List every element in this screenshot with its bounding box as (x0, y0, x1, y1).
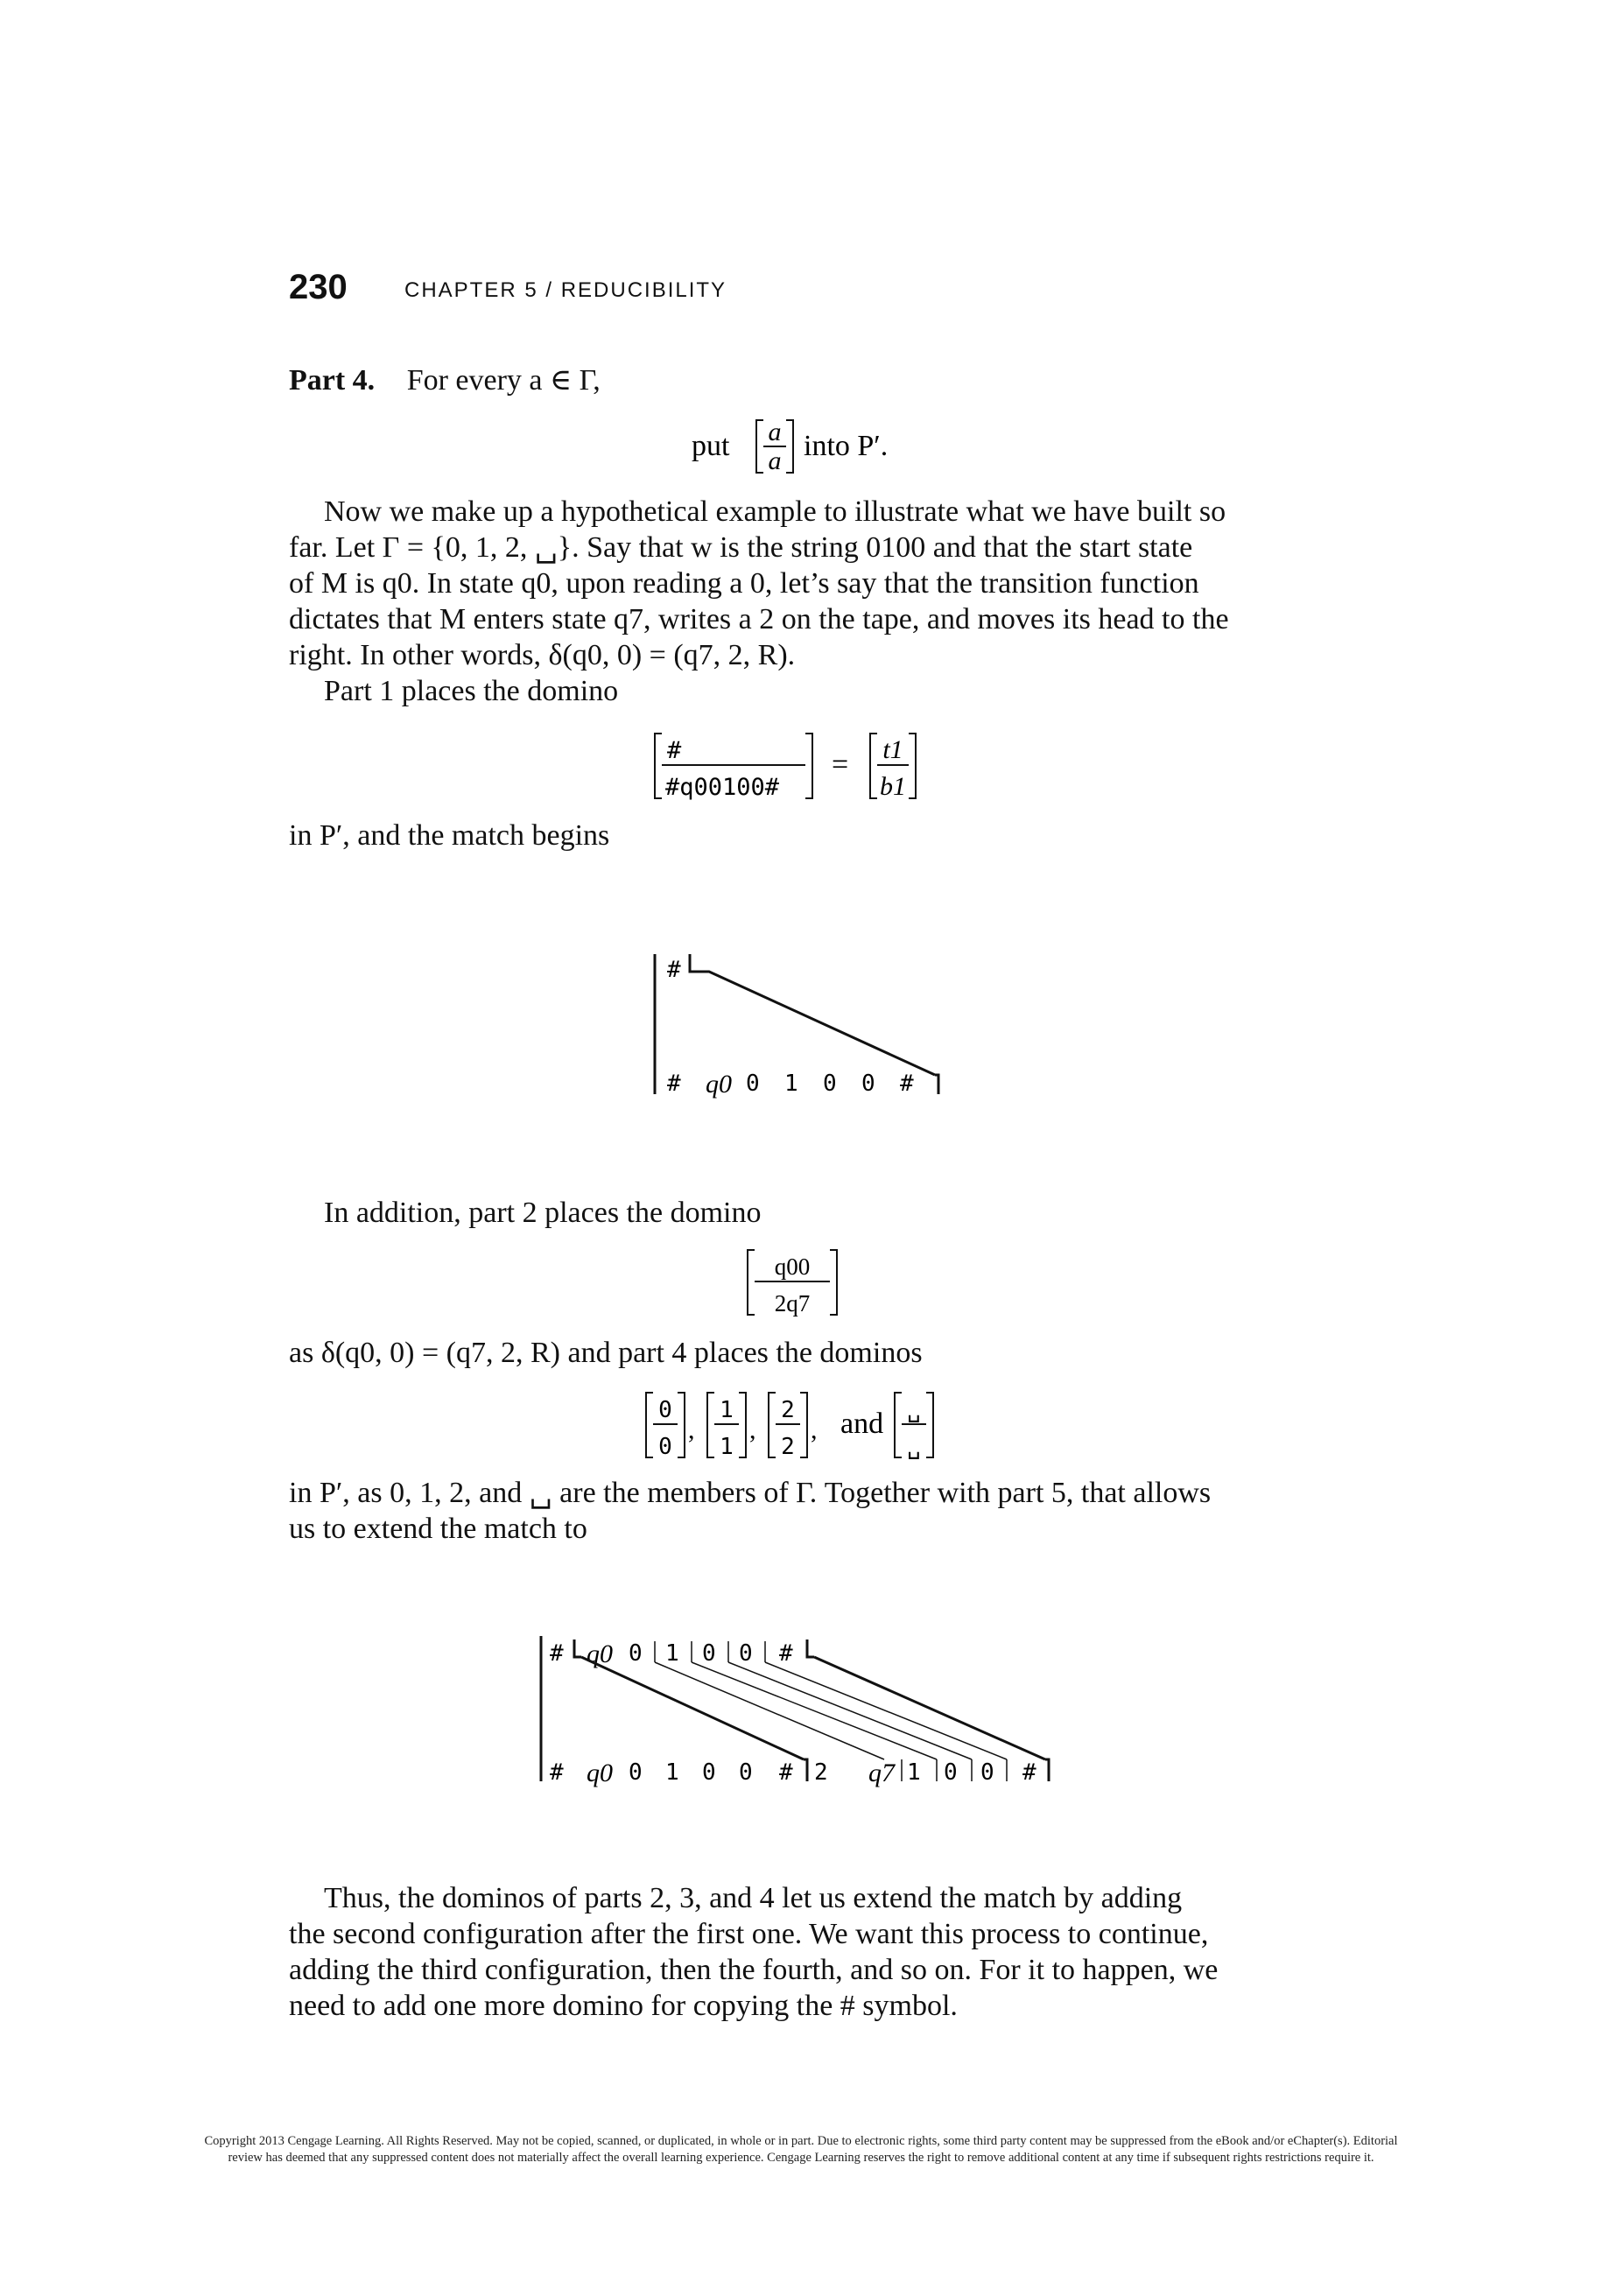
paragraph-members (289, 1475, 1304, 1547)
domino-start-top: # (667, 737, 682, 764)
paragraph-example (289, 494, 1304, 709)
svg-text:0: 0 (658, 1397, 672, 1423)
para1-line-3: of M is q0. In state q0, upon reading a 0, let’s say that the transition function (289, 567, 1199, 600)
svg-text:0: 0 (702, 1640, 716, 1667)
svg-text:0: 0 (629, 1640, 643, 1667)
rule-bottom: a (768, 446, 782, 475)
part4-text: For every a ∈ Γ, (406, 364, 601, 397)
svg-text:0: 0 (980, 1759, 994, 1786)
svg-text:2: 2 (781, 1397, 795, 1423)
para3-line-2: the second configuration after the first one. We want this process to continue, (289, 1918, 1209, 1950)
para3-line-1: Thus, the dominos of parts 2, 3, and 4 let us extend the match by adding (324, 1882, 1183, 1914)
svg-text:#: # (667, 1071, 681, 1097)
svg-text:,: , (688, 1415, 695, 1444)
domino-equals: = (832, 748, 849, 781)
svg-text:2: 2 (781, 1434, 795, 1460)
svg-text:1: 1 (665, 1759, 679, 1786)
svg-text:#: # (900, 1071, 914, 1097)
svg-text:0: 0 (658, 1434, 672, 1460)
svg-text:#: # (779, 1640, 793, 1667)
dominos-and: and (840, 1408, 884, 1440)
para1-line-5: right. In other words, δ(q0, 0) = (q7, 2, R). (289, 639, 796, 671)
domino-2 (769, 1393, 818, 1460)
para2-line-1: in P′, as 0, 1, 2, and ␣ are the members of Γ. Together with part 5, that allows (289, 1477, 1212, 1509)
svg-text:,: , (749, 1415, 756, 1444)
domino-transition-bottom: 2q7 (774, 1290, 811, 1317)
svg-text:␣: ␣ (907, 1397, 921, 1423)
svg-text:1: 1 (720, 1434, 734, 1460)
domino-b1: b1 (880, 772, 906, 801)
svg-text:␣: ␣ (907, 1434, 921, 1460)
svg-text:0: 0 (702, 1759, 716, 1786)
match1-bottom-row (667, 1070, 914, 1099)
svg-text:0: 0 (629, 1759, 643, 1786)
rule-put: put (692, 430, 730, 462)
svg-text:2: 2 (814, 1759, 828, 1786)
paragraph-conclusion (289, 1880, 1304, 2024)
para1-line-4: dictates that M enters state q7, writes a 2 on the tape, and moves its head to the (289, 603, 1229, 635)
svg-text:q0: q0 (587, 1759, 613, 1787)
match-begins-line: in P′, and the match begins (289, 819, 610, 852)
part4-dominos (639, 1387, 989, 1466)
svg-text:#: # (550, 1759, 564, 1786)
domino-start-bottom: #q00100# (665, 774, 780, 801)
svg-text:0: 0 (739, 1759, 753, 1786)
svg-text:q7: q7 (868, 1759, 895, 1787)
domino-transition (742, 1245, 847, 1324)
svg-text:#: # (779, 1759, 793, 1786)
domino-start (648, 728, 945, 807)
svg-text:1: 1 (784, 1071, 798, 1097)
domino-transition-top: q00 (774, 1253, 811, 1280)
page-number: 230 (289, 268, 348, 306)
domino-blank (895, 1393, 933, 1460)
part4-rule (683, 411, 928, 481)
chapter-title: CHAPTER 5 / REDUCIBILITY (404, 278, 727, 302)
para1-line-2: far. Let Γ = {0, 1, 2, ␣}. Say that w is the string 0100 and that the start state (289, 531, 1193, 564)
part1-line: Part 1 places the domino (324, 675, 619, 707)
svg-text:1: 1 (907, 1759, 921, 1786)
para3-line-3: adding the third configuration, then the fourth, and so on. For it to happen, we (289, 1954, 1219, 1986)
domino-t1: t1 (882, 735, 903, 764)
svg-text:0: 0 (944, 1759, 958, 1786)
match-diagram-1 (639, 945, 954, 1103)
svg-text:0: 0 (739, 1640, 753, 1667)
svg-text:1: 1 (665, 1640, 679, 1667)
part4-heading (289, 362, 1304, 398)
svg-text:0: 0 (861, 1071, 875, 1097)
copyright-notice: Copyright 2013 Cengage Learning. All Rights Reserved. May not be copied, scanned, or duplicated, in whole or in part. Due to electronic rights, some third party content may be suppressed from the eBook and/or eChapter(s). Editorial review has deemed that any suppressed content does not materially affect the overall learning experience. Cengage Learning reserves the right to remove additional content at any time if subsequent rights restrictions require it. (204, 2134, 1398, 2165)
svg-text:q0: q0 (706, 1070, 732, 1099)
rule-into: into P′. (804, 430, 889, 462)
svg-text:,: , (811, 1415, 818, 1444)
para1-line-1: Now we make up a hypothetical example to illustrate what we have built so (324, 495, 1226, 528)
match2-top-row (550, 1639, 793, 1668)
match1-top-hash: # (667, 957, 681, 983)
rule-top: a (768, 418, 782, 446)
domino-1 (707, 1393, 756, 1460)
part2-line: In addition, part 2 places the domino (324, 1197, 762, 1229)
svg-text:q0: q0 (587, 1639, 613, 1668)
svg-text:0: 0 (823, 1071, 837, 1097)
para2-line-2: us to extend the match to (289, 1513, 587, 1545)
svg-text:#: # (1022, 1759, 1036, 1786)
match2-bottom-row (550, 1759, 1036, 1787)
domino-0 (646, 1393, 695, 1460)
part4-dominos-line: as δ(q0, 0) = (q7, 2, R) and part 4 places the dominos (289, 1337, 923, 1369)
para3-line-4: need to add one more domino for copying the # symbol. (289, 1990, 958, 2022)
part4-label: Part 4. (289, 364, 376, 397)
svg-text:#: # (550, 1640, 564, 1667)
match-diagram-2 (525, 1624, 1068, 1790)
svg-text:0: 0 (746, 1071, 760, 1097)
rule-domino (756, 418, 793, 475)
svg-text:1: 1 (720, 1397, 734, 1423)
